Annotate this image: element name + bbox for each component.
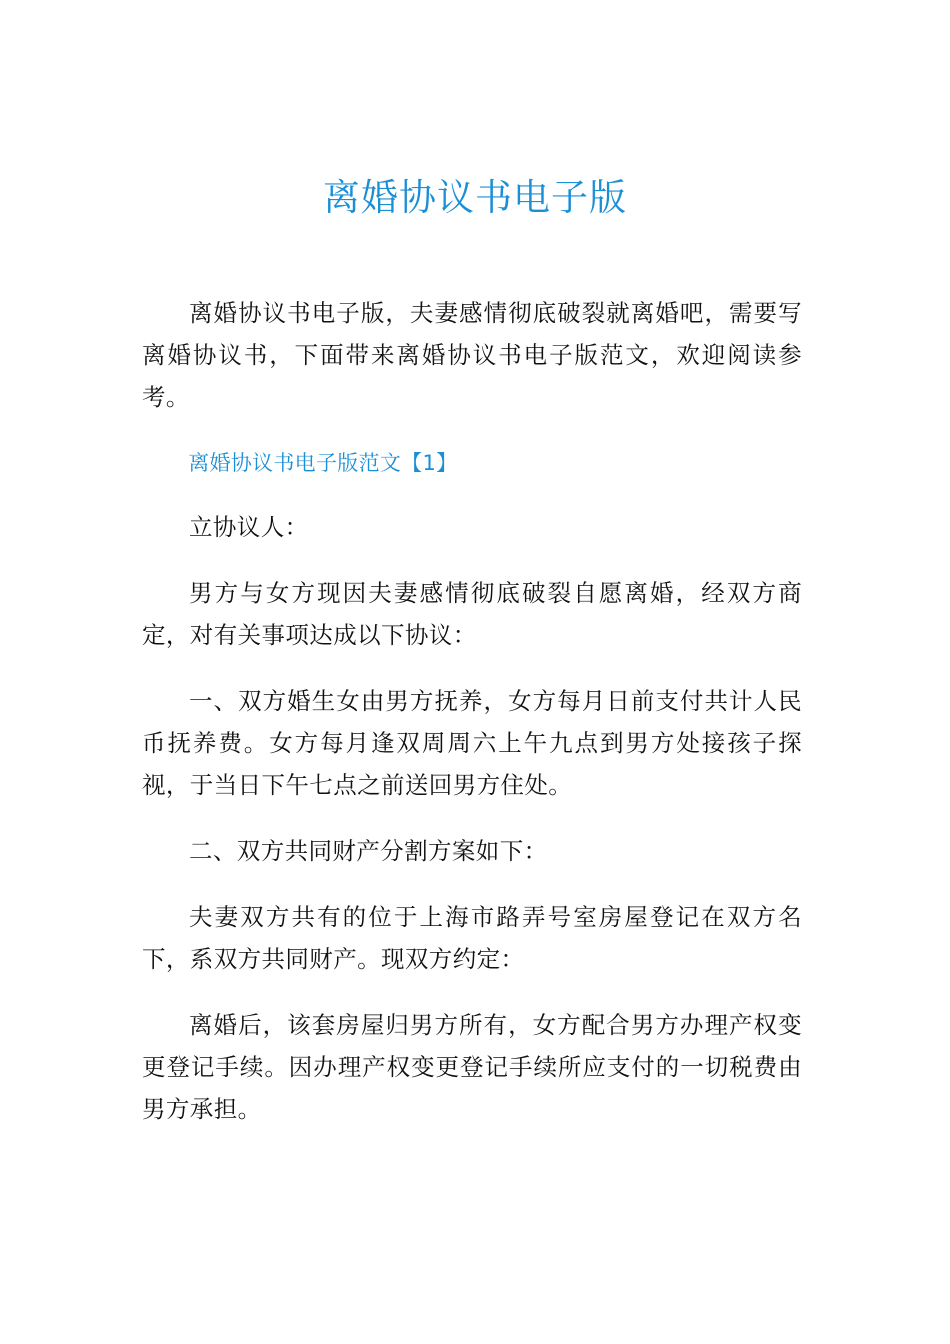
paragraph-agreement-basis: 男方与女方现因夫妻感情彻底破裂自愿离婚，经双方商定，对有关事项达成以下协议： [142,579,802,649]
intro-paragraph: 离婚协议书电子版，夫妻感情彻底破裂就离婚吧，需要写离婚协议书，下面带来离婚协议书电子版范文，欢迎阅读参考。 [142,299,802,411]
paragraph-property-heading: 二、双方共同财产分割方案如下： [189,837,548,865]
paragraph-property-house: 夫妻双方共有的位于上海市路弄号室房屋登记在双方名下，系双方共同财产。现双方约定： [142,903,802,973]
document-title: 离婚协议书电子版 [323,176,627,219]
paragraph-custody: 一、双方婚生女由男方抚养，女方每月日前支付共计人民币抚养费。女方每月逢双周周六上午九点到男方处接孩子探视，于当日下午七点之前送回男方住处。 [142,687,802,799]
paragraph-property-transfer: 离婚后，该套房屋归男方所有，女方配合男方办理产权变更登记手续。因办理产权变更登记手续所应支付的一切税费由男方承担。 [142,1011,802,1123]
section-heading: 离婚协议书电子版范文【1】 [188,451,458,475]
paragraph-parties: 立协议人： [189,513,309,541]
document-body [142,292,802,1154]
